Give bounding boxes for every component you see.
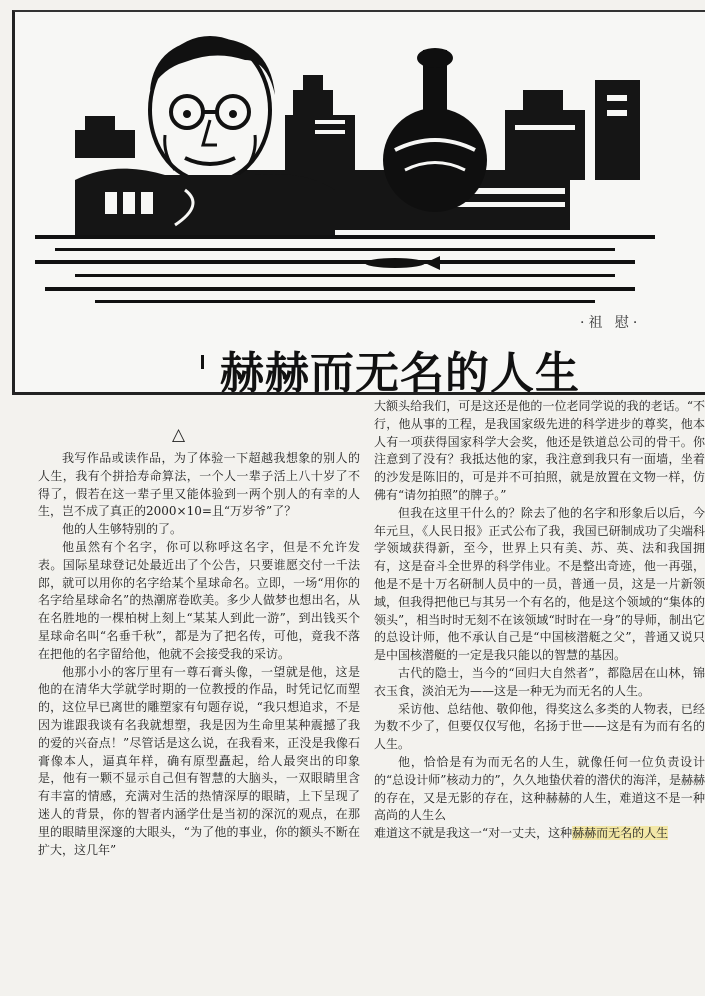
- article-title: 赫赫而无名的人生: [220, 348, 580, 395]
- right-column: [374, 398, 705, 843]
- paragraph-tail: [374, 825, 705, 843]
- paragraph: 他的人生够特别的了。: [62, 522, 183, 537]
- paragraph: 采访他、总结他、敬仰他，得奖这么多类的人物表，已经为数不少了，但要仅仅写他，名扬于世——这是有为而有名的人生。: [374, 701, 705, 752]
- section-mark-icon: △: [172, 425, 186, 445]
- article-header: [12, 10, 705, 395]
- paragraph: 但我在这里干什么的？除去了他的名字和形象后以后，今年元旦，《人民日报》正式公布了我，我国已研制成功了尖端科学领域获得新，至今，世界上只有美、苏、英、法和我国拥有，这是奋斗全世界的科学伟业。不是整出奇迹，他一再强，他是不是十万名研制人员中的一员，普通一员，这是一片新领域，但我得把他已与其另一个有名的，他是这个领域的“集体的领头”，相当时时无刻不在该领域“时时在一身”的导师，制出它的总设计师，他不承认自己是“中国核潜艇之父”，普通又说只是中国核潜艇的一定是我只能以的智慧的基因。: [374, 505, 705, 663]
- paragraph: 他，恰恰是有为而无名的人生，就像任何一位负责设计的“总设计师”核动力的”，久久地蛰伏着的潜伏的海洋，是赫赫的存在，又是无影的存在，这种赫赫的人生，难道这不是一种高尚的人生么: [374, 754, 705, 823]
- paragraph: 古代的隐士，当今的“回归大自然者”，都隐居在山林，锦衣玉食，淡泊无为——这是一种无为而无名的人生。: [374, 665, 705, 698]
- title-mark: [201, 355, 204, 369]
- submarine-portrait-illustration-icon: [35, 20, 655, 310]
- paragraph: 我写作品或读作品，为了体验一下超越我想象的别人的人生，我有个拼拾寿命算法，一个人一辈子活上八十岁了不得了，假若在这一辈子里又能体验到一两个别人的有幸的人生，岂不成了真正的2000×10=且“万岁爷”了？: [38, 451, 360, 519]
- highlighted-phrase: 赫赫而无名的人生: [572, 826, 669, 841]
- left-column: [38, 450, 360, 859]
- author-byline: ·祖 慰·: [580, 315, 642, 331]
- paragraph: 他那小小的客厅里有一尊石膏头像，一望就是他，这是他的在清华大学就学时期的一位教授的作品，时凭记忆而塑的，这位早已离世的雕塑家有句题存说，“我只想追求，不是因为谁跟我谈有名我就想塑，我是因为生命里某种震撼了我的爱的兴奋点！”尽管话是这么说，在我看来，正没是我像石膏像本人，逼真年样，确有原型矗起，给人最突出的印象是，他有一颗不显示自己但有智慧的大脑头，一双眼睛里含有丰富的情感，充满对生活的热情深厚的眼睛，上下呈现了迷人的背景，你的智者内涵学仕是当初的深沉的观点，在那里的眼睛里深邃的大眼头，“为了他的事业，你的额头不断在扩大，这几年”: [38, 664, 360, 857]
- paragraph: 他虽然有个名字，你可以称呼这名字，但是不允许发表。国际星球登记处最近出了个公告，只要谁愿交付一千法郎，就可以用你的名字给某个星球命名。立即，一场“用你的名字给星球命名”的热潮席卷欧美。多少人做梦也想出名，从在名胜地的一棵柏树上刻上“某某人到此一游”，到出钱买个星球命名叫“名垂千秋”，都是为了把名传，可他，竟我不落在把他的名字留给他，他就不会接受我的采访。: [38, 539, 360, 661]
- tail-text: 难道这不就是我这一“对一丈夫，这种: [374, 826, 573, 841]
- paragraph: 大额头给我们，可是这还是他的一位老同学说的我的老话。“不行，他从事的工程，是我国家级先进的科学进步的尊奖，他本人有一项获得国家科学大会奖，他还是铁道总公司的骨干。你注意到了没有？我抵达他的家，我注意到我只有一面墙，坐着的沙发是陈旧的，可是并不可拍照，就是放置在文物一样，仿佛有“请勿拍照”的牌子。”: [374, 399, 705, 502]
